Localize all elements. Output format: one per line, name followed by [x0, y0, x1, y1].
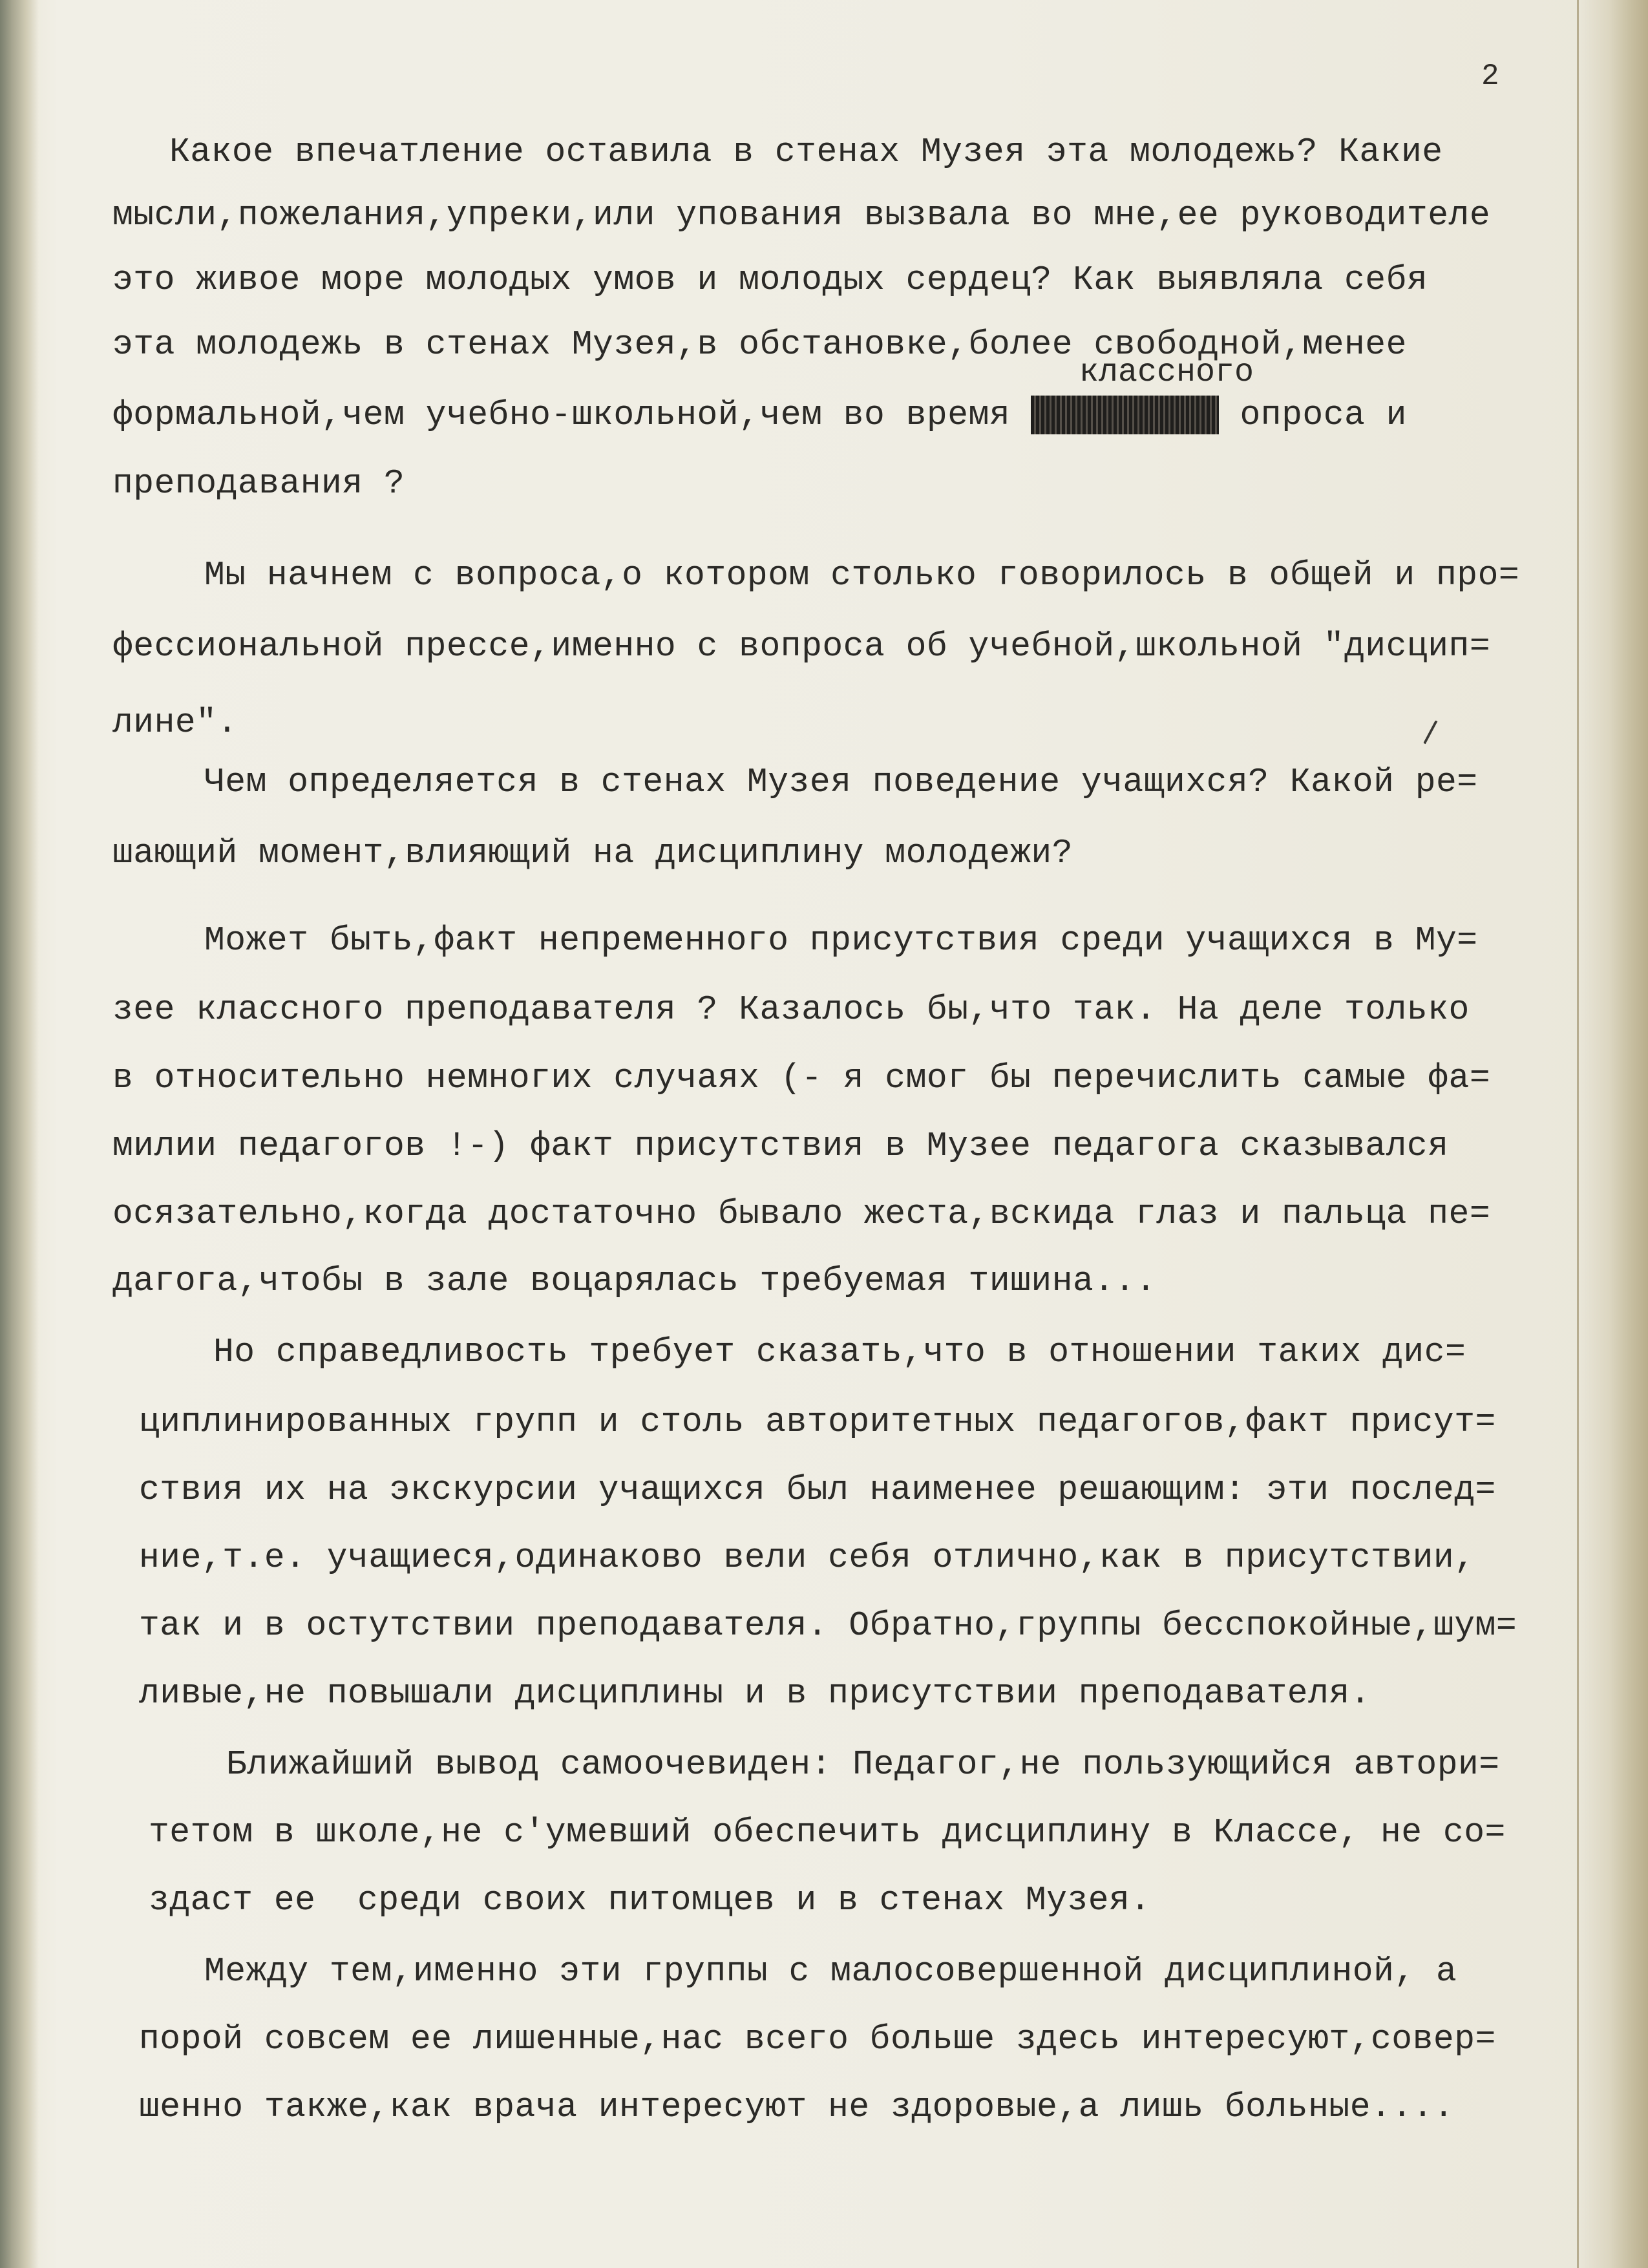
text-line: так и в остутствии преподавателя. Обратно,группы бесспокойные,шум= [139, 1606, 1517, 1645]
text-line: мысли,пожелания,упреки,или упования вызвала во мне,ее руководителе [112, 196, 1491, 235]
struck-out-word [1031, 396, 1219, 434]
text-line: преподавания ? [112, 464, 405, 503]
text-line: милии педагогов !-) факт присутствия в Музее педагога сказывался [112, 1127, 1449, 1165]
text-line: осязательно,когда достаточно бывало жеста,вскида глаз и пальца пе= [112, 1194, 1491, 1233]
text-line: Может быть,факт непременного присутствия среди учащихся в Му= [204, 921, 1478, 960]
text-line: Ближайший вывод самоочевиден: Педагог,не пользующийся автори= [226, 1745, 1500, 1784]
text-line: в относительно немногих случаях (- я смог бы перечислить самые фа= [112, 1059, 1491, 1097]
text-line-with-correction [112, 396, 1407, 434]
line-part-after: опроса и [1219, 396, 1407, 434]
page-edge-shadow [1577, 0, 1648, 2268]
handwritten-correction-mark [1423, 720, 1450, 751]
text-line: ние,т.е. учащиеся,одинаково вели себя отлично,как в присутствии, [139, 1538, 1475, 1577]
text-line: Какое впечатление оставила в стенах Музея эта молодежь? Какие [169, 132, 1443, 171]
inserted-word: классного [1079, 354, 1254, 391]
text-line: шенно также,как врача интересуют не здоровые,а лишь больные.... [139, 2088, 1455, 2126]
text-line: Но справедливость требует сказать,что в отношении таких дис= [213, 1333, 1466, 1372]
text-line: циплинированных групп и столь авторитетных педагогов,факт присут= [139, 1403, 1496, 1441]
text-line: тетом в школе,не с'умевший обеспечить дисциплину в Классе, не со= [149, 1813, 1506, 1852]
text-line: это живое море молодых умов и молодых сердец? Как выявляла себя [112, 260, 1428, 299]
page-number: 2 [1481, 59, 1499, 93]
text-line: Мы начнем с вопроса,о котором столько говорилось в общей и про= [204, 556, 1520, 595]
text-line: эта молодежь в стенах Музея,в обстановке,более свободной,менее [112, 325, 1407, 364]
text-line: ствия их на экскурсии учащихся был наименее решающим: эти послед= [139, 1470, 1496, 1509]
text-line: дагога,чтобы в зале воцарялась требуемая тишина... [112, 1262, 1157, 1300]
text-line: ливые,не повышали дисциплины и в присутствии преподавателя. [139, 1674, 1371, 1713]
text-line: зее классного преподавателя ? Казалось бы,что так. На деле только [112, 990, 1470, 1029]
text-line: Между тем,именно эти группы с малосовершенной дисциплиной, а [204, 1952, 1457, 1991]
page-fold-line [1577, 0, 1579, 2268]
text-line: фессиональной прессе,именно с вопроса об учебной,школьной "дисцип= [112, 627, 1491, 666]
text-line: здаст ее среди своих питомцев и в стенах Музея. [149, 1881, 1151, 1920]
text-line: шающий момент,влияющий на дисциплину молодежи? [112, 834, 1073, 873]
line-part-before: формальной,чем учебно-школьной,чем во время [112, 396, 1031, 434]
text-line: лине". [112, 703, 238, 742]
text-line: Чем определяется в стенах Музея поведение учащихся? Какой ре= [204, 763, 1478, 801]
binding-edge [0, 0, 39, 2268]
text-line: порой совсем ее лишенные,нас всего больше здесь интересуют,совер= [139, 2020, 1496, 2059]
